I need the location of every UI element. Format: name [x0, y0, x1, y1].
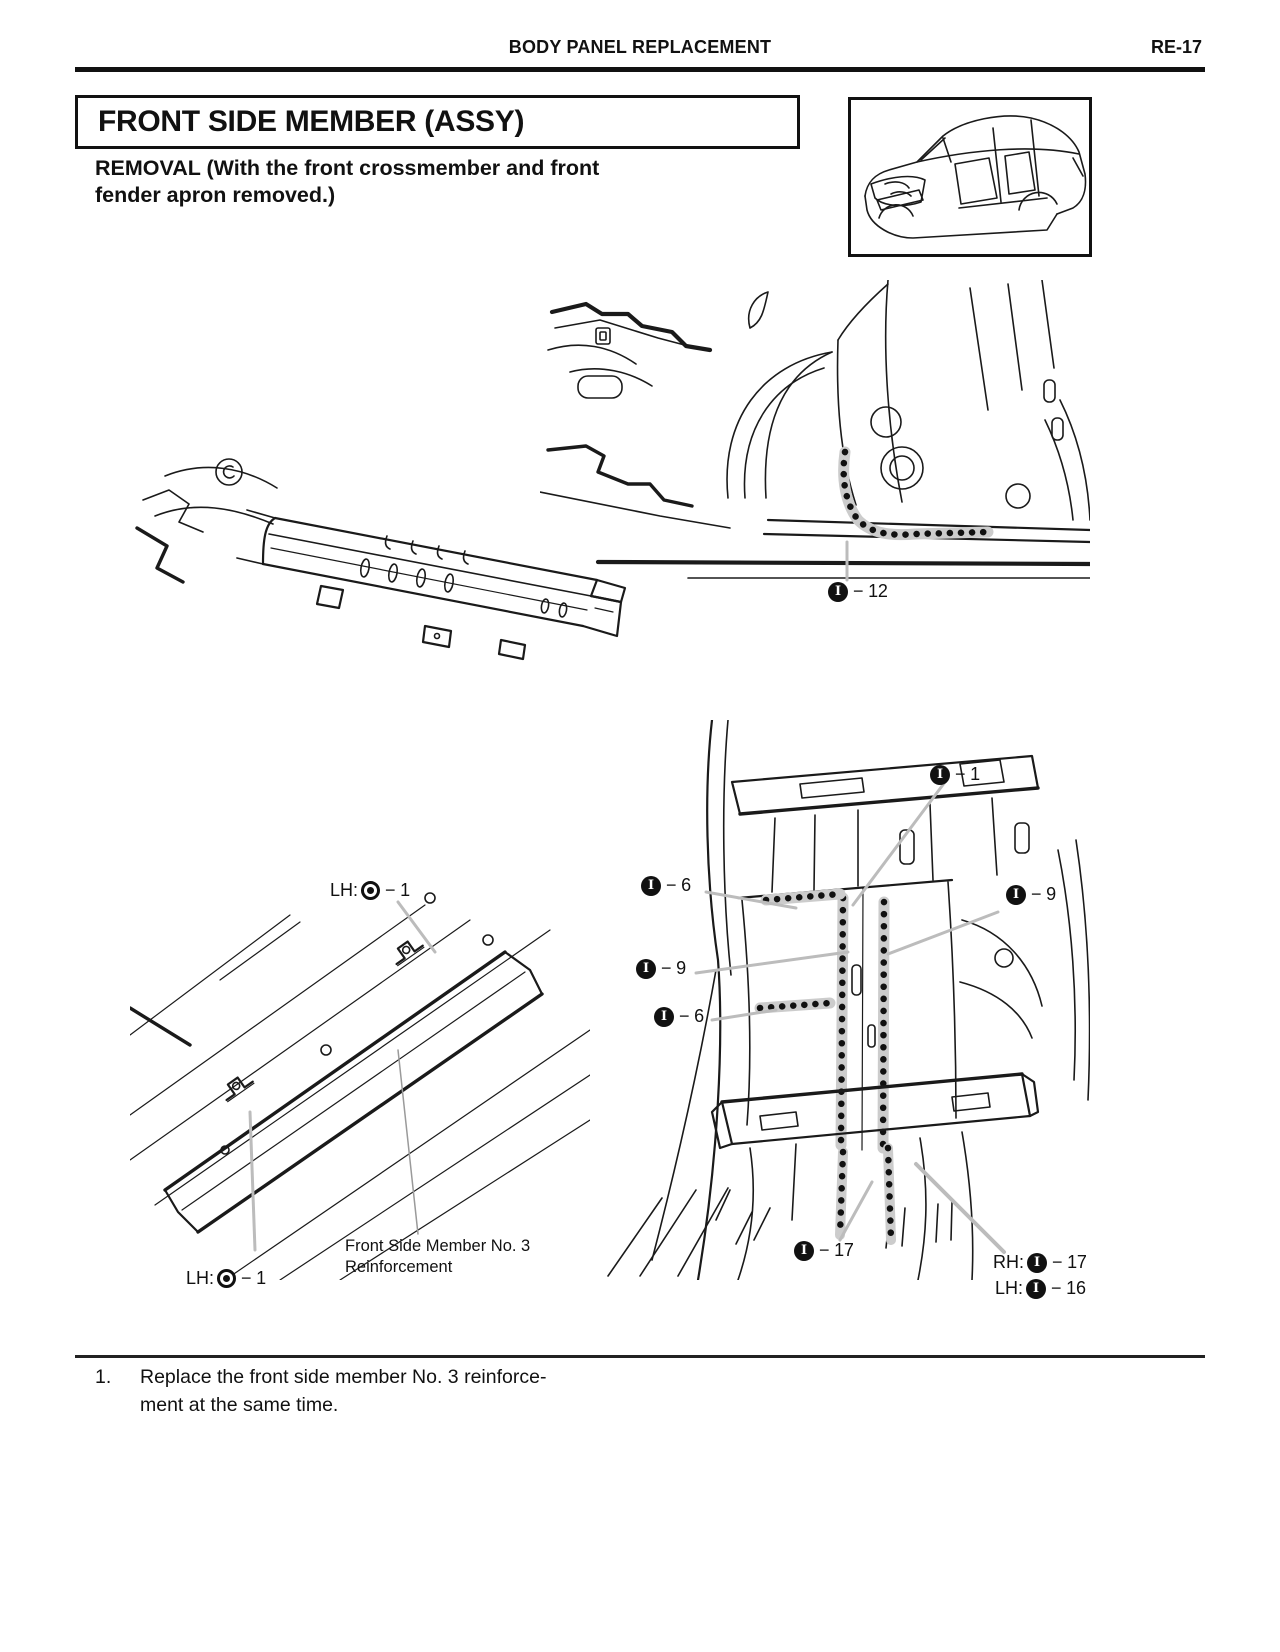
spot-weld-icon: I — [654, 1007, 674, 1027]
floor-pan-illustration — [600, 720, 1090, 1280]
plug-weld-icon — [361, 881, 380, 900]
callout-floor-lh — [995, 1278, 1086, 1299]
callout-floor-left-9 — [636, 958, 686, 979]
note-line2: ment at the same time. — [140, 1394, 339, 1416]
callout-floor-right-9 — [1006, 884, 1056, 905]
spot-weld-icon: I — [794, 1241, 814, 1261]
callout-prefix: RH: — [993, 1252, 1024, 1272]
note-divider-rule — [75, 1355, 1205, 1358]
removal-heading-line2: fender apron removed.) — [95, 183, 336, 208]
reinforcement-label-line2: Reinforcement — [345, 1258, 453, 1277]
callout-floor-top — [930, 764, 980, 785]
note-line1: Replace the front side member No. 3 reinforce- — [140, 1366, 547, 1388]
plug-weld-icon — [217, 1269, 236, 1288]
callout-value: − 1 — [241, 1268, 266, 1288]
spot-weld-icon: I — [828, 582, 848, 602]
callout-prefix: LH: — [330, 880, 359, 900]
car-body-illustration — [851, 100, 1089, 254]
callout-value: − 12 — [853, 581, 888, 601]
callout-value: − 16 — [1051, 1278, 1086, 1298]
spot-weld-icon: I — [641, 876, 661, 896]
reinforcement-label-line1: Front Side Member No. 3 — [345, 1237, 531, 1255]
callout-value: − 6 — [679, 1006, 704, 1026]
callout-value: − 17 — [1052, 1252, 1087, 1272]
callout-prefix: LH: — [186, 1268, 215, 1288]
callout-floor-17 — [794, 1240, 854, 1261]
callout-value: − 1 — [955, 764, 980, 784]
spot-weld-icon: I — [1026, 1279, 1046, 1299]
callout-prefix: LH: — [995, 1278, 1024, 1298]
callout-value: − 17 — [819, 1240, 854, 1260]
car-location-thumbnail — [848, 97, 1092, 257]
page-title: BODY PANEL REPLACEMENT — [508, 37, 772, 57]
callout-lh-top — [330, 880, 410, 901]
section-title-box — [75, 95, 800, 149]
spot-weld-icon: I — [1006, 885, 1026, 905]
callout-floor-rh — [993, 1252, 1087, 1273]
header-rule — [75, 67, 1205, 72]
callout-rocker-welds — [828, 581, 888, 602]
spot-weld-icon: I — [636, 959, 656, 979]
callout-floor-left-6a — [641, 875, 691, 896]
section-title: FRONT SIDE MEMBER (ASSY) — [98, 105, 525, 138]
note-number: 1. — [95, 1366, 112, 1388]
callout-value: − 9 — [661, 958, 686, 978]
callout-value: − 6 — [666, 875, 691, 895]
callout-floor-left-6b — [654, 1006, 704, 1027]
reinforcement-label — [345, 1236, 530, 1278]
front-side-member-illustration — [125, 440, 635, 690]
callout-value: − 9 — [1031, 884, 1056, 904]
reinforcement-illustration — [130, 860, 590, 1280]
removal-heading-line1: REMOVAL (With the front crossmember and front — [95, 156, 600, 180]
spot-weld-icon: I — [1027, 1253, 1047, 1273]
callout-lh-bottom — [186, 1268, 266, 1289]
spot-weld-icon: I — [930, 765, 950, 785]
callout-value: − 1 — [385, 880, 410, 900]
page-number: RE-17 — [1150, 37, 1202, 57]
removal-heading — [95, 155, 775, 209]
